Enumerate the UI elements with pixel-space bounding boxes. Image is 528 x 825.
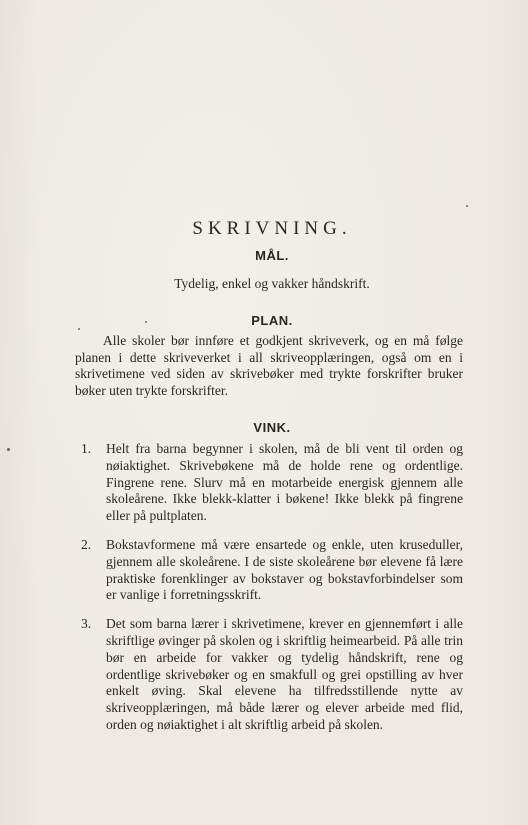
- section-text-maal: Tydelig, enkel og vakker håndskrift.: [174, 276, 370, 291]
- page-title: SKRIVNING.: [192, 218, 352, 239]
- paper-speck: [78, 328, 80, 330]
- list-item-number: 2.: [81, 536, 92, 552]
- section-heading-vink: VINK.: [253, 420, 291, 435]
- list-item-number: 3.: [81, 616, 92, 632]
- list-item-number: 1.: [81, 441, 92, 456]
- section-heading-plan: PLAN.: [251, 313, 293, 328]
- paper-speck: [7, 448, 10, 451]
- list-item-text: Helt fra barna begynner i skolen, må de bli vent til orden og nøiaktighet. Skrivebøkene må de holde rene og ordentlige. Fingrene rene. Slurv må en motarbeide energisk gjennem alle skoleårene. Ikke blekk-klatter i bøkene! Ikke blekk på fingrene eller på pultplaten.: [106, 441, 463, 524]
- paper-speck: [145, 321, 147, 323]
- list-item: [75, 616, 463, 734]
- list-item: [75, 537, 463, 604]
- vink-list: [75, 441, 463, 734]
- list-item-text: Bokstavformene må være ensartede og enkle, uten kruseduller, gjennem alle skoleårene. I de siste skoleårene bør elevene få lære praktiske forenklinger av bokstaver og bokstavforbindelser som er vanlige i forretningsskrift.: [106, 536, 463, 603]
- section-text-plan: Alle skoler bør innføre et godkjent skriveverk, og en må følge planen i dette skriveverket i all skriveopplæringen, også om en i skrivetimene ved siden av skrivebøker med trykte forskrifter bruker bøker uten trykte forskrifter.: [75, 333, 463, 399]
- section-heading-maal: MÅL.: [255, 248, 289, 263]
- paper-speck: [466, 205, 468, 207]
- list-item: [75, 441, 463, 525]
- list-item-text: Det som barna lærer i skrivetimene, krever en gjennemført i alle skriftlige øvinger på skolen og i skriftlig heimearbeid. På alle trin bør en arbeide for vakker og tydelig håndskrift, rene og ordentlige skrivebøker og en smakfull og grei opstilling av hver enkelt øving. Skal elevene ha tilfredsstillende nytte av skriveopplæringen, må både lærer og elever arbeide med flid, orden og nøiaktighet i alt skriftlig arbeid på skolen.: [106, 616, 463, 732]
